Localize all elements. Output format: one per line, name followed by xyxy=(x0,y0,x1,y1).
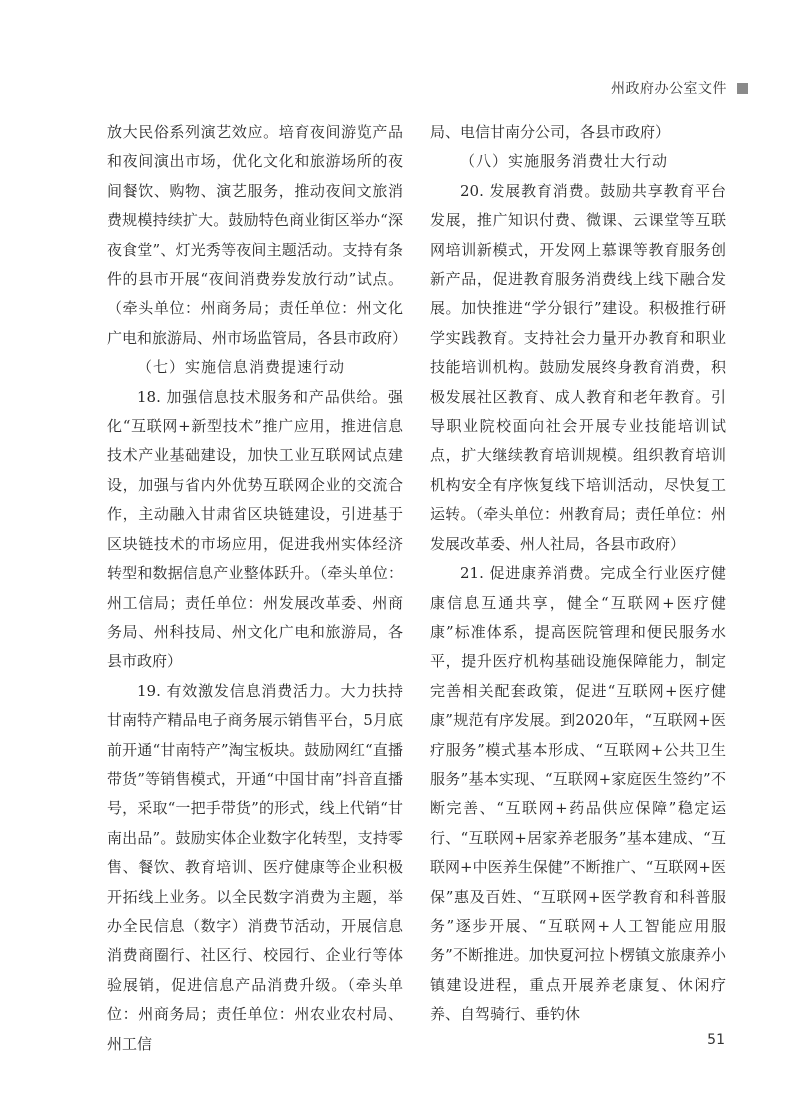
paragraph-item-20: 20. 发展教育消费。鼓励共享教育平台发展，推广知识付费、微课、云课堂等互联网培训新模式，开发网上慕课等教育服务创新产品，促进教育服务消费线上线下融合发展。加快推进“学分银行”建设。积极推行研学实践教育。支持社会力量开办教育和职业技能培训机构。鼓励发展终身教育消费，积极发展社区教育、成人教育和老年教育。引导职业院校面向社会开展专业技能培训试点，扩大继续教育培训规模。组织教育培训机构安全有序恢复线下培训活动，尽快复工运转。（牵头单位：州教育局；责任单位：州发展改革委、州人社局，各县市政府） xyxy=(430,181,726,553)
page-header xyxy=(611,78,748,98)
paragraph-item-21: 21. 促进康养消费。完成全行业医疗健康信息互通共享，健全“互联网+医疗健康”标准体系，提高医院管理和便民服务水平，提升医疗机构基础设施保障能力，制定完善相关配套政策，促进“互联网+医疗健康”规范有序发展。到2020年，“互联网+医疗服务”模式基本形成、“互联网+公共卫生服务”基本实现、“互联网+家庭医生签约”不断完善、“互联网+药品供应保障”稳定运行、“互联网+居家养老服务”基本建成、“互联网+中医养生保健”不断推广、“互联网+医保”惠及百姓、“互联网+医学教育和科普服务”逐步开展、“互联网+人工智能应用服务”不断推进。加快夏河拉卜楞镇文旅康养小镇建设进程，重点开展养老康复、休闲疗养、自驾骑行、垂钓休 xyxy=(430,564,726,1024)
paragraph-item-18: 18. 加强信息技术服务和产品供给。强化“互联网+新型技术”推广应用，推进信息技术产业基础建设，加快工业互联网试点建设，加强与省内外优势互联网企业的交流合作，主动融入甘肃省区块链建设，引进基于区块链技术的市场应用，促进我州实体经济转型和数据信息产业整体跃升。（牵头单位：州工信局；责任单位：州发展改革委、州商务局、州科技局、州文化广电和旅游局，各县市政府） xyxy=(107,387,403,671)
left-column xyxy=(107,118,408,1059)
paragraph-item-19: 19. 有效激发信息消费活力。大力扶持甘南特产精品电子商务展示销售平台，5月底前开通“甘南特产”淘宝板块。鼓励网红“直播带货”等销售模式，开通“中国甘南”抖音直播号，采取“一把手带货”的形式，线上代销“甘南出品”。鼓励实体企业数字化转型，支持零售、餐饮、教育培训、医疗健康等企业积极开拓线上业务。以全民数字消费为主题，举办全民信息（数字）消费节活动，开展信息消费商圈行、社区行、校园行、企业行等体验展销，促进信息产品消费升级。（牵头单位：州商务局；责任单位：州农业农村局、州工信 xyxy=(107,681,403,1053)
header-square-mark xyxy=(737,83,748,94)
paragraph-continued: 局、电信甘南分公司，各县市政府） xyxy=(430,123,671,141)
paragraph-continued: 放大民俗系列演艺效应。培育夜间游览产品和夜间演出市场，优化文化和旅游场所的夜间餐饮、购物、演艺服务，推动夜间文旅消费规模持续扩大。鼓励特色商业街区举办“深夜食堂”、灯光秀等夜间主题活动。支持有条件的县市开展“夜间消费券发放行动”试点。（牵头单位：州商务局；责任单位：州文化广电和旅游局、州市场监管局，各县市政府） xyxy=(107,123,408,347)
header-title: 州政府办公室文件 xyxy=(611,81,727,97)
section-heading-7: （七）实施信息消费提速行动 xyxy=(137,358,346,377)
section-heading-8: （八）实施服务消费壮大行动 xyxy=(460,152,669,171)
right-column xyxy=(430,118,726,1030)
page-number: 51 xyxy=(707,1032,725,1048)
